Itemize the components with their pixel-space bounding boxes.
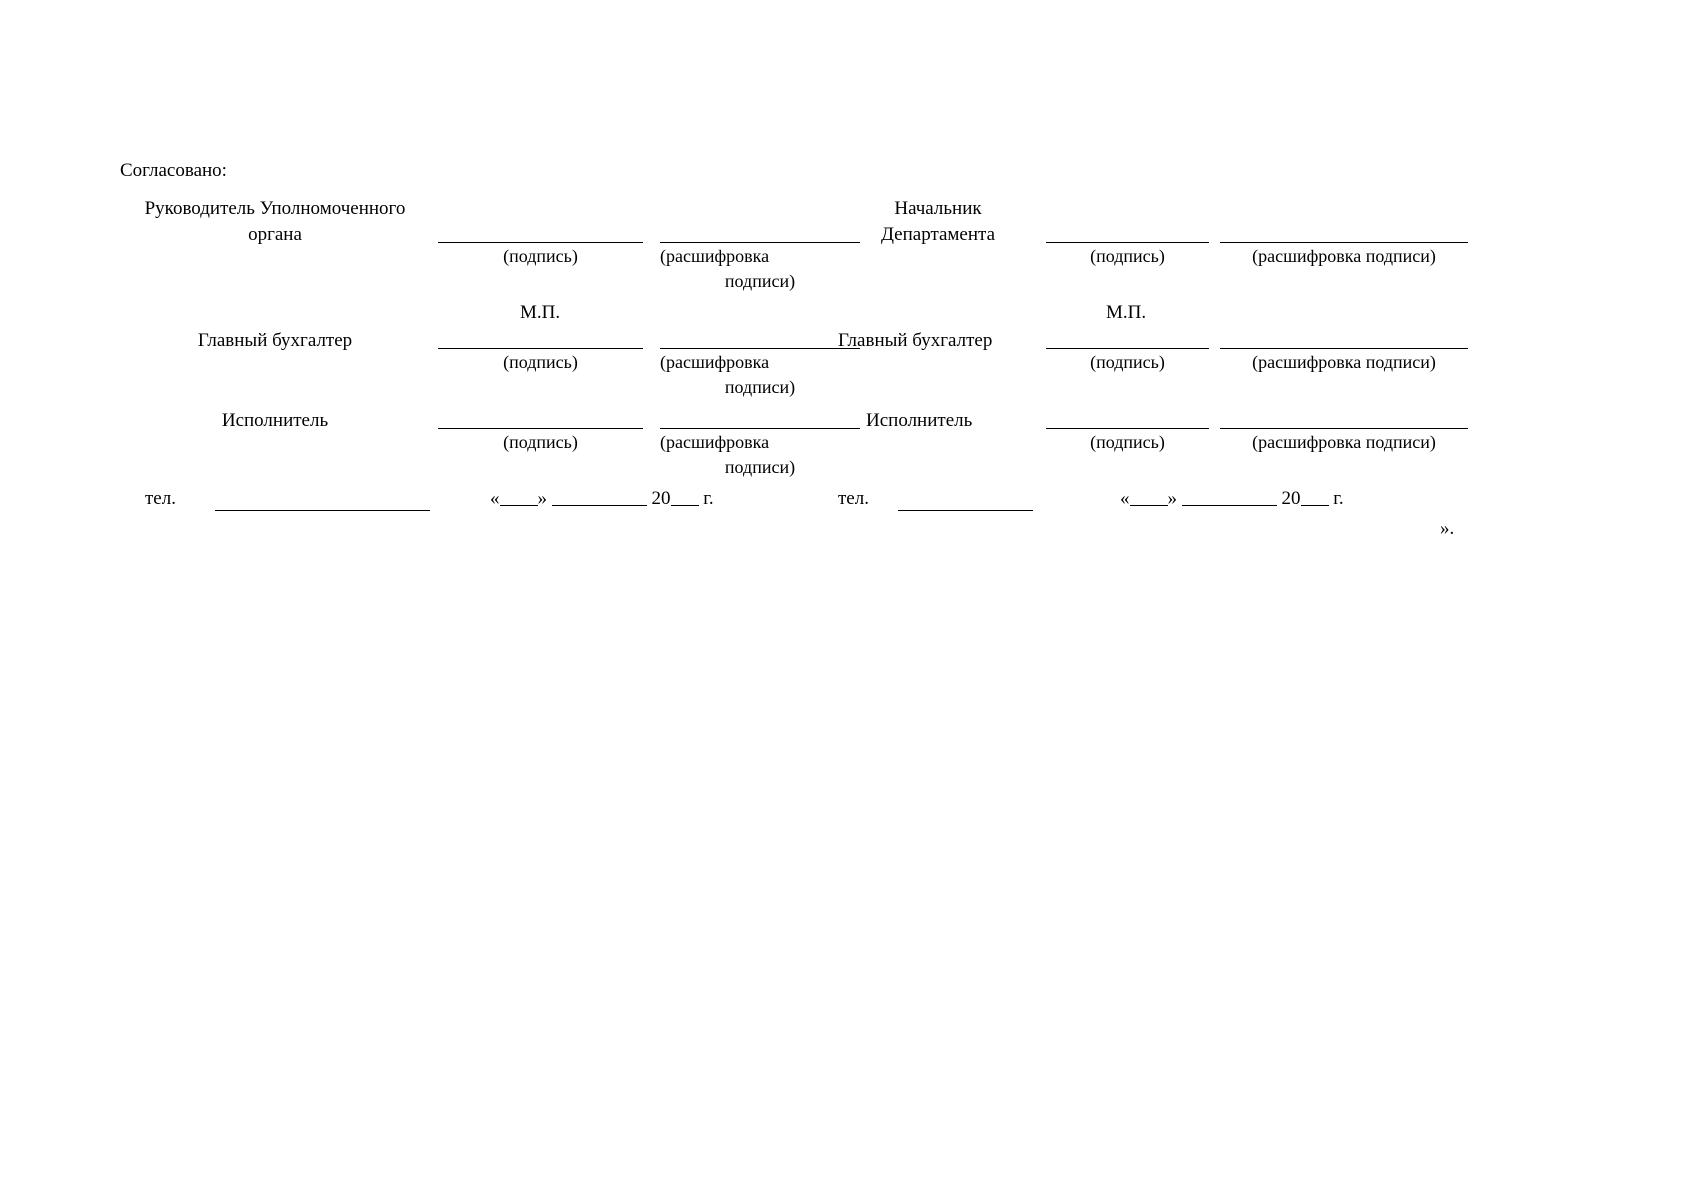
closing-mark: ». [1440, 518, 1455, 539]
date-year-suffix: г. [1333, 488, 1344, 509]
signature-field[interactable] [1046, 242, 1209, 268]
phone-label: тел. [838, 488, 869, 509]
signature-field[interactable] [438, 242, 643, 268]
role-title-line1: Начальник [894, 198, 982, 219]
decode-field[interactable] [1220, 428, 1468, 454]
decode-field[interactable] [660, 348, 860, 398]
date-quote-close: » [537, 488, 547, 509]
phone-label: тел. [145, 488, 176, 509]
signature-field[interactable] [438, 428, 643, 454]
date-year-suffix: г. [703, 488, 714, 509]
seal-mark: М.П. [520, 302, 561, 323]
role-title [120, 328, 430, 354]
date-quote-open: « [490, 488, 500, 509]
decode-caption-line1: (расшифровка [660, 352, 770, 372]
decode-caption-line1: (расшифровка [660, 432, 770, 452]
role-title [120, 408, 430, 434]
date-field[interactable] [1120, 488, 1344, 510]
role-title-line1: Руководитель Уполномоченного [144, 198, 406, 219]
role-title [120, 196, 430, 247]
decode-caption: (расшифровка подписи) [1252, 432, 1436, 452]
date-year-prefix: 20 [651, 488, 671, 509]
decode-caption-line2: подписи) [724, 270, 796, 291]
date-field[interactable] [490, 488, 714, 510]
signature-caption: (подпись) [503, 432, 578, 452]
decode-field[interactable] [660, 242, 860, 292]
role-title [838, 328, 1038, 354]
decode-caption-line2: подписи) [724, 376, 796, 397]
role-title-line2: органа [248, 223, 302, 245]
role-title-line2: Департамента [880, 223, 996, 245]
date-quote-close: » [1167, 488, 1177, 509]
signature-field[interactable] [438, 348, 643, 374]
decode-field[interactable] [1220, 242, 1468, 268]
role-title-line1: Главный бухгалтер [197, 330, 353, 351]
decode-caption-line1: (расшифровка [660, 246, 770, 266]
signature-caption: (подпись) [1090, 246, 1165, 266]
decode-caption: (расшифровка подписи) [1252, 352, 1436, 372]
seal-mark: М.П. [1106, 302, 1147, 323]
signature-field[interactable] [1046, 428, 1209, 454]
role-title-line1: Исполнитель [866, 410, 973, 431]
signature-caption: (подпись) [1090, 432, 1165, 452]
role-title-line1: Исполнитель [221, 410, 329, 431]
date-year-line[interactable] [1301, 488, 1329, 506]
decode-caption: (расшифровка подписи) [1252, 246, 1436, 266]
date-month-line[interactable] [552, 488, 647, 506]
decode-field[interactable] [1220, 348, 1468, 374]
role-title [838, 196, 1038, 247]
decode-field[interactable] [660, 428, 860, 478]
signature-field[interactable] [1046, 348, 1209, 374]
phone-input-line[interactable] [898, 510, 1033, 511]
date-day-line[interactable] [1130, 488, 1168, 506]
date-quote-open: « [1120, 488, 1130, 509]
date-year-line[interactable] [671, 488, 699, 506]
signature-caption: (подпись) [503, 352, 578, 372]
date-year-prefix: 20 [1281, 488, 1301, 509]
signature-caption: (подпись) [1090, 352, 1165, 372]
role-title-line1: Главный бухгалтер [838, 330, 993, 351]
date-month-line[interactable] [1182, 488, 1277, 506]
date-day-line[interactable] [500, 488, 538, 506]
signature-caption: (подпись) [503, 246, 578, 266]
decode-caption-line2: подписи) [724, 456, 796, 477]
approval-label: Согласовано: [120, 160, 227, 181]
role-title [866, 408, 1066, 434]
phone-input-line[interactable] [215, 510, 430, 511]
